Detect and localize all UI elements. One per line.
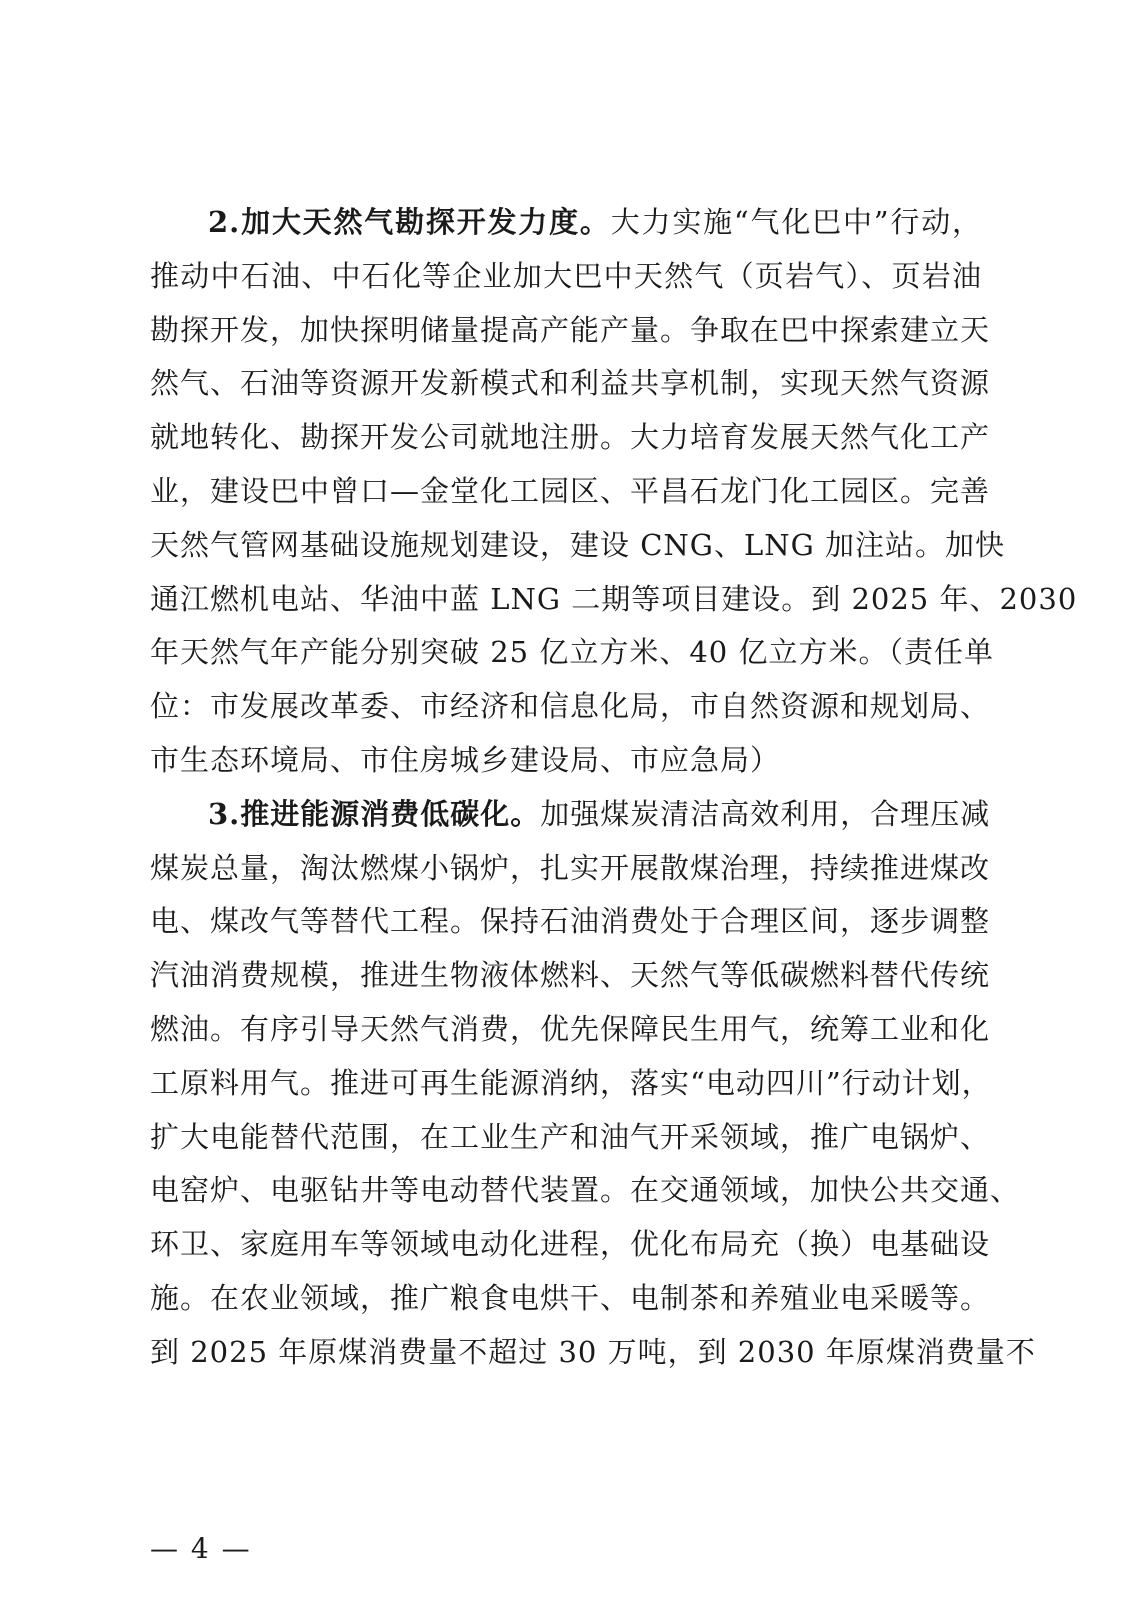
paragraph-line: 年天然气年产能分别突破 25 亿立方米、40 亿立方米。（责任单 [150, 635, 994, 670]
paragraph-text: 大力实施“气化巴中”行动， [610, 205, 983, 239]
section-heading: 2.加大天然气勘探开发力度。 [208, 205, 611, 239]
paragraph-line: 燃油。有序引导天然气消费，优先保障民生用气，统筹工业和化 [150, 1011, 991, 1046]
paragraph-text: 加强煤炭清洁高效利用，合理压减 [540, 796, 991, 831]
document-body [150, 196, 1078, 1380]
paragraph-line: 天然气管网基础设施规划建设，建设 CNG、LNG 加注站。加快 [150, 527, 1005, 562]
paragraph-line: 电、煤改气等替代工程。保持石油消费处于合理区间，逐步调整 [150, 904, 991, 939]
paragraph-line: 扩大电能替代范围，在工业生产和油气开采领域，推广电锅炉、 [150, 1119, 991, 1154]
paragraph-line: 市生态环境局、市住房城乡建设局、市应急局） [150, 742, 781, 777]
paragraph-line: 推动中石油、中石化等企业加大巴中天然气（页岩气）、页岩油 [150, 258, 982, 293]
paragraph-line: 然气、石油等资源开发新模式和利益共享机制，实现天然气资源 [150, 366, 991, 401]
paragraph-line: 电窑炉、电驱钻井等电动替代装置。在交通领域，加快公共交通、 [150, 1173, 1021, 1208]
paragraph-line: 到 2025 年原煤消费量不超过 30 万吨，到 2030 年原煤消费量不 [150, 1334, 1036, 1369]
paragraph-line: 工原料用气。推进可再生能源消纳，落实“电动四川”行动计划， [150, 1065, 992, 1100]
paragraph-line: 汽油消费规模，推进生物液体燃料、天然气等低碳燃料替代传统 [150, 958, 991, 993]
paragraph-line: 施。在农业领域，推广粮食电烘干、电制茶和养殖业电采暖等。 [150, 1280, 991, 1315]
paragraph-line: 业，建设巴中曾口—金堂化工园区、平昌石龙门化工园区。完善 [150, 473, 991, 508]
paragraph-line: 勘探开发，加快探明储量提高产能产量。争取在巴中探索建立天 [150, 312, 991, 347]
paragraph-line [150, 196, 982, 250]
page-number: — 4 — [150, 1532, 252, 1565]
paragraph-line: 位：市发展改革委、市经济和信息化局，市自然资源和规划局、 [150, 689, 991, 724]
paragraph-line: 煤炭总量，淘汰燃煤小锅炉，扎实开展散煤治理，持续推进煤改 [150, 850, 991, 885]
paragraph-line: 通江燃机电站、华油中蓝 LNG 二期等项目建设。到 2025 年、2030 [150, 581, 1078, 616]
paragraph-line [150, 788, 991, 842]
section-heading: 3.推进能源消费低碳化。 [208, 796, 541, 831]
paragraph-line: 就地转化、勘探开发公司就地注册。大力培育发展天然气化工产 [150, 420, 991, 455]
paragraph-line: 环卫、家庭用车等领域电动化进程，优化布局充（换）电基础设 [150, 1227, 991, 1262]
